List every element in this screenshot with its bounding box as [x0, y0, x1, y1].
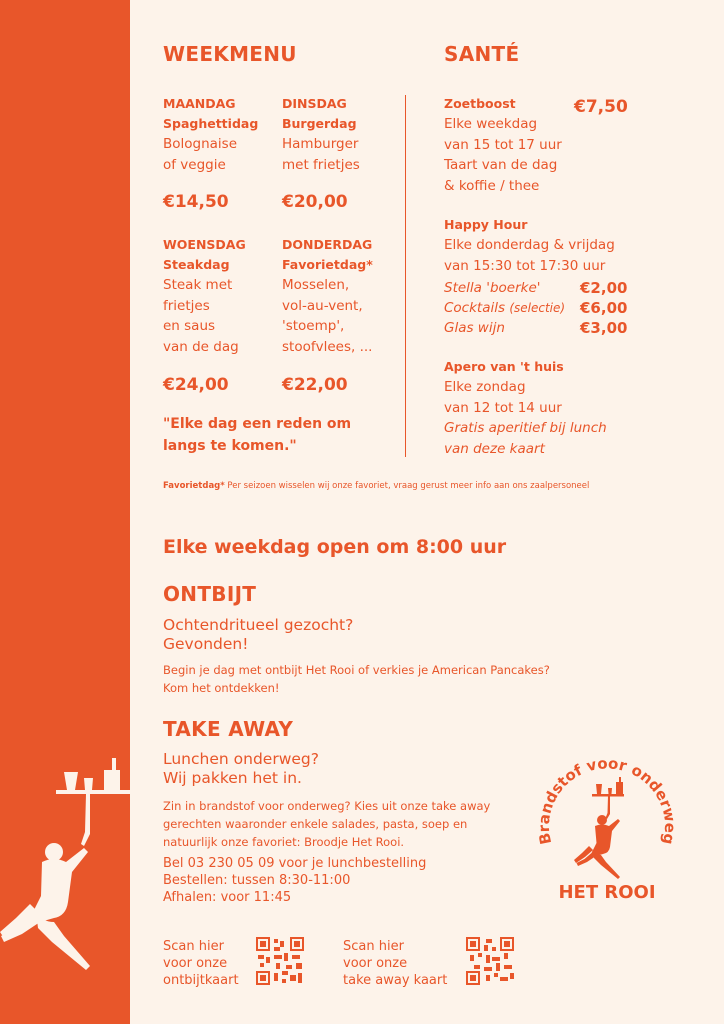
ontbijt-subtitle	[163, 616, 353, 654]
apero-line: van 12 tot 14 uur	[444, 399, 562, 416]
quote-line: langs te komen."	[163, 438, 297, 454]
column-divider	[405, 95, 406, 457]
dish-desc: of veggie	[163, 156, 226, 173]
qr-caption-line: ontbijtkaart	[163, 973, 239, 988]
sidebar-band	[0, 0, 130, 1024]
qr-code-takeaway-icon[interactable]	[466, 937, 514, 985]
logo-waiter-icon	[574, 777, 624, 879]
footnote	[163, 481, 589, 491]
qr-ontbijt-caption	[163, 938, 239, 989]
day-label: DONDERDAG	[282, 237, 373, 252]
contact-line: Bestellen: tussen 8:30-11:00	[163, 873, 351, 888]
sante-title: SANTÉ	[444, 42, 520, 66]
menu-wednesday	[163, 235, 278, 357]
apero-title: Apero van 't huis	[444, 359, 564, 374]
day-label: MAANDAG	[163, 96, 236, 111]
dish-desc: stoofvlees, ...	[282, 338, 373, 355]
takeaway-subtitle-line: Lunchen onderweg?	[163, 750, 319, 768]
footnote-text: Per seizoen wisselen wij onze favoriet, vraag gerust meer info aan ons zaalpersoneel	[227, 481, 590, 491]
het-rooi-logo	[532, 742, 682, 907]
happy-hour-item-name: Glas wijn	[444, 320, 505, 336]
happy-hour-item-price: €3,00	[580, 319, 628, 337]
price-wednesday: €24,00	[163, 375, 229, 395]
qr-caption-line: Scan hier	[163, 939, 224, 954]
apero-line: van deze kaart	[444, 440, 545, 457]
dish-desc: Hamburger	[282, 136, 359, 152]
dish-name: Steakdag	[163, 257, 230, 272]
footnote-label: Favorietdag*	[163, 481, 225, 491]
ontbijt-subtitle-line: Gevonden!	[163, 635, 249, 653]
ontbijt-body	[163, 661, 550, 697]
dish-name: Favorietdag*	[282, 257, 373, 272]
menu-tuesday	[282, 94, 402, 175]
qr-caption-line: voor onze	[163, 956, 228, 971]
zoetboost-title: Zoetboost	[444, 96, 516, 111]
takeaway-body-line: gerechten waaronder enkele salades, pasta, soep en	[163, 817, 468, 831]
happy-hour-item-name: Stella 'boerke'	[444, 280, 541, 296]
menu-thursday	[282, 235, 402, 357]
dish-desc: vol-au-vent,	[282, 297, 363, 314]
contact-line: Afhalen: voor 11:45	[163, 890, 292, 905]
menu-monday	[163, 94, 278, 175]
happy-hour-item-note: (selectie)	[509, 301, 566, 315]
price-monday: €14,50	[163, 192, 229, 212]
apero-line: Gratis aperitief bij lunch	[444, 420, 607, 436]
day-label: WOENSDAG	[163, 237, 246, 252]
takeaway-body	[163, 797, 490, 851]
dish-name: Burgerdag	[282, 116, 357, 131]
logo-arc-text: Brandstof voor onderweg	[534, 754, 680, 847]
open-banner: Elke weekdag open om 8:00 uur	[163, 536, 507, 558]
happy-hour-item-name: Cocktails	[444, 300, 506, 316]
dish-desc: Bolognaise	[163, 136, 238, 152]
quote-line: "Elke dag een reden om	[163, 416, 352, 432]
takeaway-subtitle-line: Wij pakken het in.	[163, 769, 302, 787]
happy-hour-block	[444, 215, 644, 276]
contact-line: Bel 03 230 05 09 voor je lunchbestelling	[163, 856, 427, 871]
qr-caption-line: voor onze	[343, 956, 408, 971]
ontbijt-title: ONTBIJT	[163, 582, 257, 606]
dish-desc: van de dag	[163, 338, 239, 355]
happy-hour-line: van 15:30 tot 17:30 uur	[444, 257, 606, 274]
dish-desc: met frietjes	[282, 156, 360, 173]
dish-desc: Mosselen,	[282, 277, 350, 293]
takeaway-contact	[163, 855, 426, 906]
zoetboost-price: €7,50	[574, 97, 628, 117]
zoetboost-line: van 15 tot 17 uur	[444, 136, 562, 153]
ontbijt-subtitle-line: Ochtendritueel gezocht?	[163, 616, 354, 634]
happy-hour-title: Happy Hour	[444, 217, 528, 232]
qr-caption-line: Scan hier	[343, 939, 404, 954]
price-thursday: €22,00	[282, 375, 348, 395]
dish-name: Spaghettidag	[163, 116, 259, 131]
zoetboost-line: Elke weekdag	[444, 116, 538, 132]
happy-hour-item-price: €6,00	[580, 299, 628, 317]
waiter-silhouette-icon	[0, 750, 130, 975]
dish-desc: Steak met	[163, 277, 233, 293]
takeaway-subtitle	[163, 750, 319, 788]
happy-hour-line: Elke donderdag & vrijdag	[444, 237, 615, 253]
weekmenu-title: WEEKMENU	[163, 42, 297, 66]
price-tuesday: €20,00	[282, 192, 348, 212]
takeaway-body-line: natuurlijk onze favoriet: Broodje Het Rooi.	[163, 835, 405, 849]
qr-code-ontbijt-icon[interactable]	[256, 937, 304, 985]
logo-name: HET ROOI	[558, 882, 656, 903]
dish-desc: frietjes	[163, 297, 210, 314]
apero-block	[444, 357, 654, 459]
takeaway-body-line: Zin in brandstof voor onderweg? Kies uit onze take away	[163, 799, 491, 813]
happy-hour-item-price: €2,00	[580, 279, 628, 297]
happy-hour-item	[444, 298, 565, 319]
ontbijt-body-line: Kom het ontdekken!	[163, 681, 280, 695]
zoetboost-line: Taart van de dag	[444, 157, 558, 173]
zoetboost-line: & koffie / thee	[444, 177, 540, 194]
qr-caption-line: take away kaart	[343, 973, 448, 988]
takeaway-title: TAKE AWAY	[163, 717, 294, 741]
apero-line: Elke zondag	[444, 379, 526, 395]
dish-desc: 'stoemp',	[282, 318, 345, 334]
dish-desc: en saus	[163, 318, 216, 334]
quote	[163, 413, 351, 457]
qr-takeaway-caption	[343, 938, 447, 989]
day-label: DINSDAG	[282, 96, 347, 111]
ontbijt-body-line: Begin je dag met ontbijt Het Rooi of verkies je American Pancakes?	[163, 663, 550, 677]
